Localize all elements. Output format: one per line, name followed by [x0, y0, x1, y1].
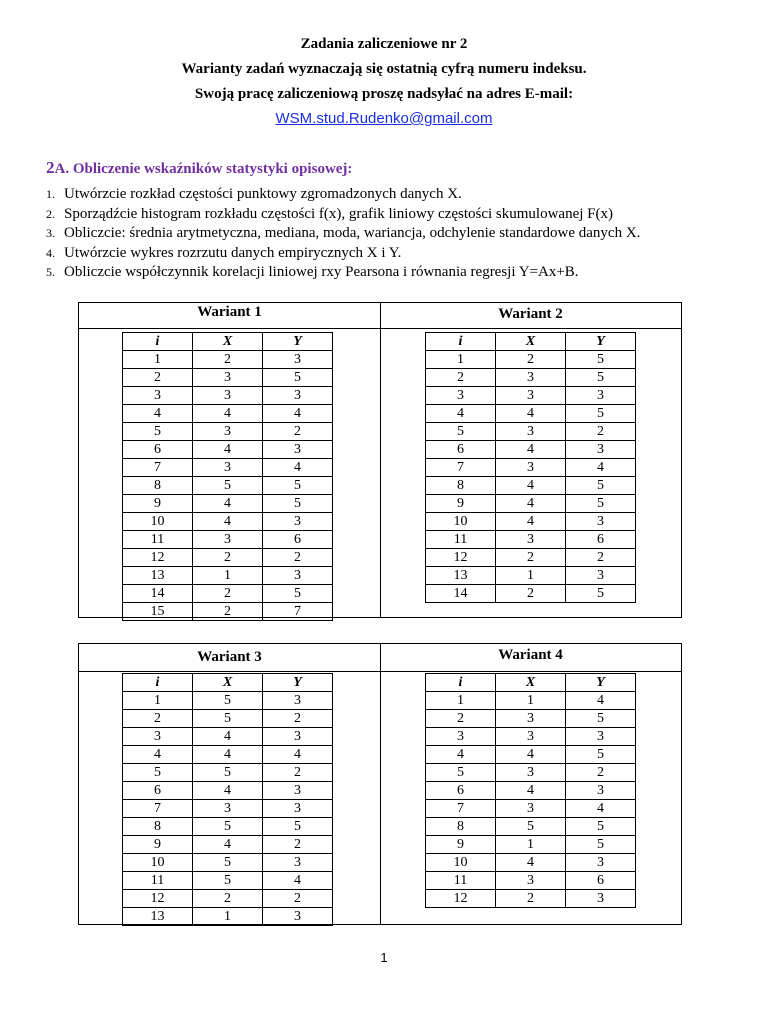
table-cell: 2	[123, 369, 193, 387]
table-cell: 2	[566, 764, 636, 782]
table-cell: 3	[263, 800, 333, 818]
table-cell: 3	[426, 387, 496, 405]
table-cell: 12	[123, 890, 193, 908]
table-cell: 7	[263, 603, 333, 621]
table-cell: 13	[123, 908, 193, 926]
table-cell: 4	[193, 405, 263, 423]
table-cell: 6	[566, 531, 636, 549]
table-row	[123, 387, 333, 405]
table-cell: 2	[263, 836, 333, 854]
table-cell: 6	[426, 441, 496, 459]
table-cell: 5	[263, 585, 333, 603]
table-cell: 4	[496, 495, 566, 513]
table-row	[426, 710, 636, 728]
table-cell: 3	[496, 423, 566, 441]
table-cell: 4	[496, 477, 566, 495]
table-cell: 5	[426, 423, 496, 441]
table-cell: 3	[426, 728, 496, 746]
column-header: Y	[263, 333, 333, 351]
table-cell: 1	[496, 567, 566, 585]
table-cell: 1	[496, 692, 566, 710]
section-heading	[46, 158, 352, 178]
column-header: i	[123, 674, 193, 692]
table-cell: 9	[123, 495, 193, 513]
table-cell: 3	[263, 728, 333, 746]
table-row	[426, 441, 636, 459]
table-cell: 2	[426, 710, 496, 728]
table-row	[123, 890, 333, 908]
table-cell: 5	[566, 495, 636, 513]
table-row	[123, 710, 333, 728]
table-row	[426, 513, 636, 531]
table-cell: 5	[263, 818, 333, 836]
task-number: 3.	[46, 226, 55, 240]
table-cell: 5	[566, 710, 636, 728]
table-cell: 3	[193, 459, 263, 477]
table-cell: 4	[193, 728, 263, 746]
column-header: Y	[263, 674, 333, 692]
table-cell: 4	[496, 854, 566, 872]
table-cell: 5	[566, 351, 636, 369]
table-cell: 4	[263, 872, 333, 890]
section-title: A. Obliczenie wskaźników statystyki opisowej:	[54, 161, 353, 177]
table-cell: 2	[496, 890, 566, 908]
task-number: 2.	[46, 206, 55, 221]
table-cell: 4	[193, 746, 263, 764]
table-cell: 3	[193, 369, 263, 387]
table-cell: 4	[496, 513, 566, 531]
table-cell: 4	[193, 782, 263, 800]
task-number: 1.	[46, 187, 55, 201]
table-cell: 3	[263, 692, 333, 710]
table-cell: 5	[566, 369, 636, 387]
table-cell: 3	[496, 872, 566, 890]
table-cell: 4	[566, 692, 636, 710]
table-row	[123, 908, 333, 926]
table-cell: 4	[263, 405, 333, 423]
table-cell: 10	[123, 854, 193, 872]
table-cell: 2	[193, 549, 263, 567]
table-row	[123, 818, 333, 836]
table-cell: 4	[426, 746, 496, 764]
table-row	[426, 728, 636, 746]
table-cell: 3	[123, 387, 193, 405]
table-row	[123, 692, 333, 710]
table-cell: 3	[496, 459, 566, 477]
column-header: i	[426, 333, 496, 351]
column-header: X	[496, 674, 566, 692]
table-row	[426, 531, 636, 549]
table-row	[426, 692, 636, 710]
table-cell: 15	[123, 603, 193, 621]
table-cell: 2	[193, 585, 263, 603]
table-row	[123, 549, 333, 567]
task-text: Utwórzcie wykres rozrzutu danych empirycznych X i Y.	[64, 244, 402, 261]
table-cell: 3	[263, 782, 333, 800]
table-row	[123, 531, 333, 549]
column-header: i	[123, 333, 193, 351]
table-cell: 8	[426, 477, 496, 495]
table-cell: 2	[123, 710, 193, 728]
table-cell: 2	[496, 351, 566, 369]
table-row	[426, 549, 636, 567]
table-cell: 6	[263, 531, 333, 549]
table-row	[123, 459, 333, 477]
table-cell: 2	[263, 890, 333, 908]
table-cell: 2	[496, 585, 566, 603]
table-cell: 5	[193, 477, 263, 495]
table-cell: 7	[426, 800, 496, 818]
table-row	[123, 800, 333, 818]
variants-frame-2	[78, 643, 682, 925]
table-cell: 5	[566, 818, 636, 836]
variant-3-panel	[79, 644, 381, 924]
table-cell: 3	[496, 764, 566, 782]
table-cell: 5	[193, 818, 263, 836]
table-row	[123, 764, 333, 782]
table-cell: 5	[566, 836, 636, 854]
table-cell: 5	[123, 423, 193, 441]
table-row	[123, 836, 333, 854]
variants-frame-1	[78, 302, 682, 618]
table-cell: 2	[193, 351, 263, 369]
task-number: 4.	[46, 245, 55, 260]
table-row	[426, 369, 636, 387]
table-cell: 5	[193, 710, 263, 728]
table-cell: 5	[193, 872, 263, 890]
table-cell: 4	[193, 836, 263, 854]
variant-3-table	[122, 673, 333, 926]
table-cell: 1	[193, 567, 263, 585]
table-row	[426, 764, 636, 782]
task-text: Utwórzcie rozkład częstości punktowy zgromadzonych danych X.	[64, 186, 462, 202]
table-cell: 2	[263, 423, 333, 441]
table-cell: 3	[566, 387, 636, 405]
table-row	[426, 405, 636, 423]
table-row	[426, 890, 636, 908]
table-row	[123, 477, 333, 495]
table-cell: 4	[566, 800, 636, 818]
table-header-row	[426, 674, 636, 692]
column-header: i	[426, 674, 496, 692]
table-cell: 4	[426, 405, 496, 423]
table-cell: 4	[193, 441, 263, 459]
table-cell: 3	[263, 854, 333, 872]
table-cell: 2	[496, 549, 566, 567]
table-cell: 2	[426, 369, 496, 387]
table-row	[426, 782, 636, 800]
table-row	[123, 369, 333, 387]
table-cell: 3	[193, 423, 263, 441]
task-item	[46, 244, 640, 264]
column-header: X	[193, 333, 263, 351]
table-cell: 13	[123, 567, 193, 585]
column-header: Y	[566, 674, 636, 692]
table-cell: 4	[496, 782, 566, 800]
table-row	[426, 567, 636, 585]
table-cell: 2	[566, 549, 636, 567]
email-link[interactable]: WSM.stud.Rudenko@gmail.com	[275, 110, 493, 127]
table-cell: 4	[123, 746, 193, 764]
table-cell: 2	[193, 603, 263, 621]
table-cell: 1	[426, 351, 496, 369]
table-cell: 3	[566, 890, 636, 908]
table-cell: 5	[263, 495, 333, 513]
table-cell: 8	[123, 818, 193, 836]
table-cell: 3	[193, 531, 263, 549]
table-cell: 5	[123, 764, 193, 782]
variant-4-title: Wariant 4	[498, 647, 563, 663]
task-item	[46, 263, 640, 283]
table-cell: 5	[566, 746, 636, 764]
section-number: 2	[46, 158, 55, 177]
table-cell: 4	[263, 459, 333, 477]
table-cell: 3	[263, 513, 333, 531]
table-cell: 1	[123, 351, 193, 369]
table-row	[426, 854, 636, 872]
variant-4-table	[425, 673, 636, 908]
page-number: 1	[380, 950, 388, 965]
table-row	[123, 603, 333, 621]
table-cell: 3	[193, 387, 263, 405]
column-header: Y	[566, 333, 636, 351]
table-row	[426, 800, 636, 818]
table-cell: 5	[566, 477, 636, 495]
table-cell: 8	[426, 818, 496, 836]
task-list	[46, 185, 640, 283]
table-cell: 3	[566, 728, 636, 746]
table-cell: 2	[263, 764, 333, 782]
table-cell: 6	[123, 782, 193, 800]
table-cell: 4	[123, 405, 193, 423]
table-row	[123, 746, 333, 764]
variant-2-title: Wariant 2	[498, 306, 563, 322]
table-cell: 2	[566, 423, 636, 441]
table-row	[426, 477, 636, 495]
task-item	[46, 224, 640, 244]
variants-note: Warianty zadań wyznaczają się ostatnią cyfrą numeru indeksu.	[181, 61, 587, 77]
table-cell: 4	[566, 459, 636, 477]
table-cell: 3	[566, 782, 636, 800]
table-cell: 2	[193, 890, 263, 908]
table-cell: 5	[263, 369, 333, 387]
table-cell: 11	[123, 872, 193, 890]
table-cell: 3	[566, 513, 636, 531]
table-cell: 1	[496, 836, 566, 854]
table-cell: 10	[123, 513, 193, 531]
table-cell: 9	[426, 836, 496, 854]
table-cell: 5	[263, 477, 333, 495]
task-item	[46, 205, 640, 225]
table-cell: 1	[193, 908, 263, 926]
table-cell: 10	[426, 854, 496, 872]
table-row	[123, 585, 333, 603]
table-cell: 6	[123, 441, 193, 459]
table-row	[123, 423, 333, 441]
table-cell: 11	[426, 531, 496, 549]
column-header: X	[193, 674, 263, 692]
table-cell: 9	[123, 836, 193, 854]
table-cell: 13	[426, 567, 496, 585]
table-cell: 3	[496, 728, 566, 746]
table-row	[123, 405, 333, 423]
table-cell: 11	[123, 531, 193, 549]
table-header-row	[123, 333, 333, 351]
variant-1-panel	[79, 303, 381, 617]
table-row	[123, 513, 333, 531]
table-cell: 14	[123, 585, 193, 603]
table-header-row	[426, 333, 636, 351]
table-cell: 3	[496, 800, 566, 818]
table-cell: 3	[496, 531, 566, 549]
table-cell: 1	[426, 692, 496, 710]
table-cell: 4	[496, 441, 566, 459]
task-number: 5.	[46, 265, 55, 279]
table-cell: 2	[263, 710, 333, 728]
doc-title: Zadania zaliczeniowe nr 2	[300, 36, 468, 52]
variant-2-table	[425, 332, 636, 603]
table-cell: 7	[123, 459, 193, 477]
table-cell: 12	[123, 549, 193, 567]
table-cell: 3	[496, 369, 566, 387]
table-row	[123, 351, 333, 369]
table-cell: 5	[193, 854, 263, 872]
task-text: Sporządźcie histogram rozkładu częstości f(x), grafik liniowy częstości skumulowanej F(x)	[64, 205, 614, 222]
table-row	[426, 459, 636, 477]
table-cell: 8	[123, 477, 193, 495]
table-cell: 12	[426, 549, 496, 567]
table-cell: 3	[263, 441, 333, 459]
table-cell: 7	[426, 459, 496, 477]
table-cell: 3	[263, 908, 333, 926]
variant-3-title: Wariant 3	[197, 649, 262, 665]
table-row	[426, 387, 636, 405]
table-cell: 2	[263, 549, 333, 567]
table-cell: 3	[193, 800, 263, 818]
table-cell: 5	[496, 818, 566, 836]
table-cell: 3	[566, 567, 636, 585]
table-row	[426, 836, 636, 854]
table-cell: 1	[123, 692, 193, 710]
table-cell: 3	[123, 728, 193, 746]
task-item	[46, 185, 640, 205]
table-row	[426, 746, 636, 764]
table-cell: 3	[263, 567, 333, 585]
submission-note: Swoją pracę zaliczeniową proszę nadsyłać na adres E-mail:	[194, 86, 574, 102]
table-cell: 6	[426, 782, 496, 800]
variant-2-panel	[380, 303, 681, 617]
table-row	[426, 495, 636, 513]
table-cell: 5	[566, 585, 636, 603]
table-cell: 7	[123, 800, 193, 818]
table-cell: 5	[426, 764, 496, 782]
table-cell: 4	[496, 746, 566, 764]
table-cell: 6	[566, 872, 636, 890]
table-cell: 5	[566, 405, 636, 423]
table-cell: 3	[263, 387, 333, 405]
table-row	[123, 567, 333, 585]
table-row	[123, 441, 333, 459]
table-row	[123, 782, 333, 800]
table-row	[426, 818, 636, 836]
table-row	[123, 728, 333, 746]
table-cell: 3	[496, 387, 566, 405]
table-row	[123, 495, 333, 513]
table-cell: 4	[496, 405, 566, 423]
variant-1-title: Wariant 1	[197, 304, 262, 320]
table-cell: 3	[566, 854, 636, 872]
table-cell: 4	[263, 746, 333, 764]
table-row	[426, 351, 636, 369]
table-cell: 3	[263, 351, 333, 369]
table-header-row	[123, 674, 333, 692]
table-row	[426, 872, 636, 890]
table-row	[123, 854, 333, 872]
table-cell: 12	[426, 890, 496, 908]
table-cell: 5	[193, 692, 263, 710]
variant-4-panel	[380, 644, 681, 924]
table-cell: 3	[566, 441, 636, 459]
table-row	[426, 423, 636, 441]
table-cell: 3	[496, 710, 566, 728]
table-cell: 14	[426, 585, 496, 603]
table-cell: 4	[193, 495, 263, 513]
table-cell: 9	[426, 495, 496, 513]
column-header: X	[496, 333, 566, 351]
table-cell: 5	[193, 764, 263, 782]
table-row	[123, 872, 333, 890]
task-text: Obliczcie: średnia arytmetyczna, mediana, moda, wariancja, odchylenie standardowe danych X.	[64, 225, 641, 241]
task-text: Obliczcie współczynnik korelacji liniowej rxy Pearsona i równania regresji Y=Ax+B.	[64, 264, 579, 280]
table-cell: 10	[426, 513, 496, 531]
table-row	[426, 585, 636, 603]
table-cell: 4	[193, 513, 263, 531]
table-cell: 11	[426, 872, 496, 890]
variant-1-table	[122, 332, 333, 621]
